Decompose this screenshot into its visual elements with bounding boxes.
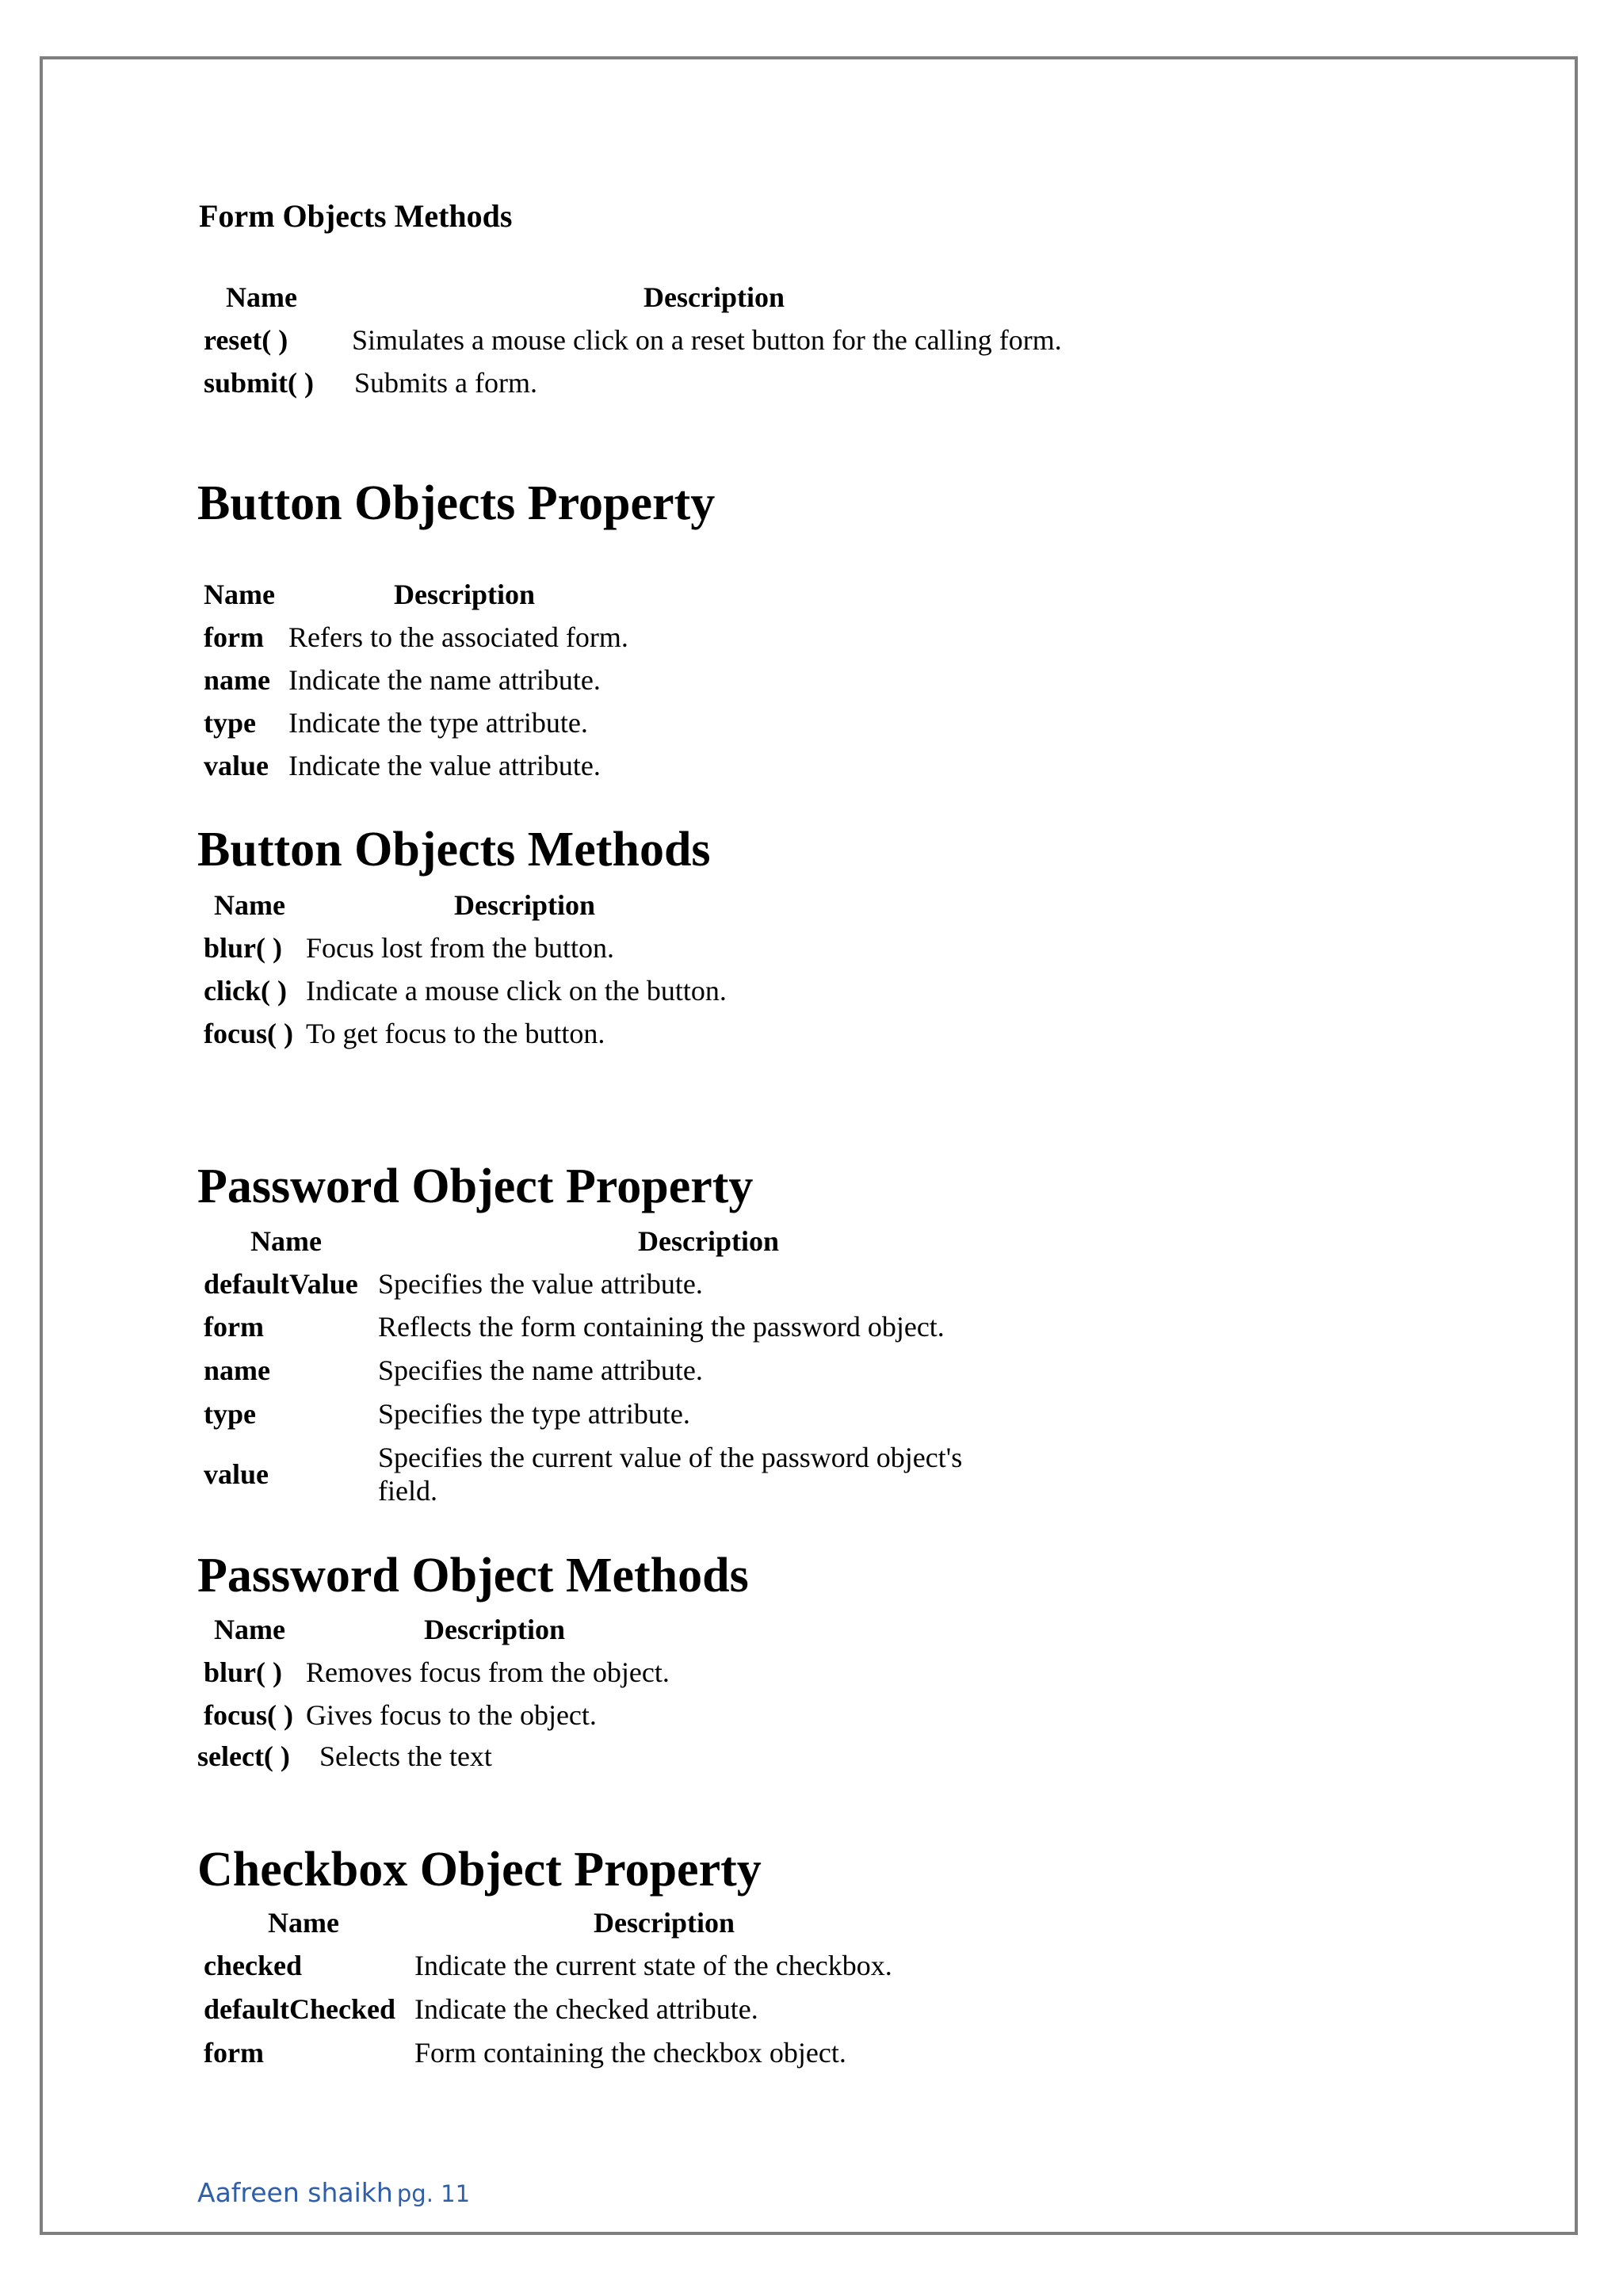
- page-footer: [197, 2177, 470, 2208]
- footer-author: Aafreen shaikh: [197, 2177, 393, 2208]
- password-property-row-name: type: [204, 1398, 256, 1430]
- form-methods-col-name: Name: [226, 281, 297, 313]
- form-methods-heading: Form Objects Methods: [199, 198, 513, 234]
- button-property-row-name: name: [204, 664, 270, 696]
- button-property-row-desc: Indicate the type attribute.: [288, 707, 588, 739]
- password-methods-row-name: blur( ): [204, 1656, 282, 1688]
- password-methods-row-desc: Selects the text: [319, 1740, 492, 1772]
- button-property-row-desc: Indicate the value attribute.: [288, 750, 601, 781]
- checkbox-property-heading: Checkbox Object Property: [197, 1843, 762, 1897]
- password-property-row-name: form: [204, 1311, 264, 1343]
- button-property-heading: Button Objects Property: [197, 476, 716, 530]
- password-property-row-desc: Reflects the form containing the password object.: [378, 1311, 945, 1343]
- checkbox-property-col-desc: Description: [594, 1907, 735, 1939]
- button-property-row-name: value: [204, 750, 269, 781]
- checkbox-property-row-name: checked: [204, 1950, 302, 1981]
- password-property-row-name: value: [204, 1458, 269, 1490]
- button-property-row-name: type: [204, 707, 256, 739]
- checkbox-property-row-name: defaultChecked: [204, 1993, 395, 2025]
- password-property-row-desc: Specifies the current value of the password object's: [378, 1442, 963, 1473]
- password-methods-row-name: focus( ): [204, 1699, 293, 1731]
- button-methods-row-desc: To get focus to the button.: [306, 1018, 605, 1049]
- password-methods-row-desc: Gives focus to the object.: [306, 1699, 597, 1731]
- footer-page-number: pg. 11: [396, 2180, 471, 2207]
- button-property-row-desc: Refers to the associated form.: [288, 621, 628, 653]
- password-property-row-desc: Specifies the value attribute.: [378, 1268, 703, 1300]
- password-property-row-desc-continued: field.: [378, 1475, 437, 1507]
- password-property-row-desc: Specifies the type attribute.: [378, 1398, 690, 1430]
- button-methods-row-desc: Indicate a mouse click on the button.: [306, 975, 727, 1007]
- password-property-col-desc: Description: [638, 1225, 779, 1257]
- button-methods-row-name: focus( ): [204, 1018, 293, 1049]
- password-methods-col-desc: Description: [424, 1614, 565, 1645]
- button-methods-row-name: click( ): [204, 975, 287, 1007]
- checkbox-property-row-desc: Form containing the checkbox object.: [414, 2037, 846, 2069]
- button-property-col-desc: Description: [394, 579, 535, 610]
- checkbox-property-row-name: form: [204, 2037, 264, 2069]
- password-property-heading: Password Object Property: [197, 1159, 754, 1213]
- form-methods-row-desc: Simulates a mouse click on a reset button for the calling form.: [352, 324, 1062, 356]
- button-methods-row-desc: Focus lost from the button.: [306, 932, 614, 964]
- button-property-row-name: form: [204, 621, 264, 653]
- button-methods-col-desc: Description: [454, 889, 595, 921]
- button-property-row-desc: Indicate the name attribute.: [288, 664, 601, 696]
- checkbox-property-row-desc: Indicate the current state of the checkbox.: [414, 1950, 892, 1981]
- button-methods-row-name: blur( ): [204, 932, 282, 964]
- form-methods-col-desc: Description: [643, 281, 785, 313]
- password-property-row-desc: Specifies the name attribute.: [378, 1354, 703, 1386]
- password-property-row-name: defaultValue: [204, 1268, 358, 1300]
- form-methods-row-name: reset( ): [204, 324, 288, 356]
- password-methods-row-name: select( ): [197, 1740, 290, 1772]
- password-property-row-name: name: [204, 1354, 270, 1386]
- checkbox-property-row-desc: Indicate the checked attribute.: [414, 1993, 758, 2025]
- password-methods-row-desc: Removes focus from the object.: [306, 1656, 670, 1688]
- button-methods-heading: Button Objects Methods: [197, 823, 711, 877]
- form-methods-row-desc: Submits a form.: [354, 367, 537, 399]
- password-property-col-name: Name: [250, 1225, 322, 1257]
- password-methods-col-name: Name: [214, 1614, 285, 1645]
- button-methods-col-name: Name: [214, 889, 285, 921]
- button-property-col-name: Name: [204, 579, 275, 610]
- checkbox-property-col-name: Name: [268, 1907, 339, 1939]
- form-methods-row-name: submit( ): [204, 367, 315, 399]
- password-methods-heading: Password Object Methods: [197, 1549, 749, 1603]
